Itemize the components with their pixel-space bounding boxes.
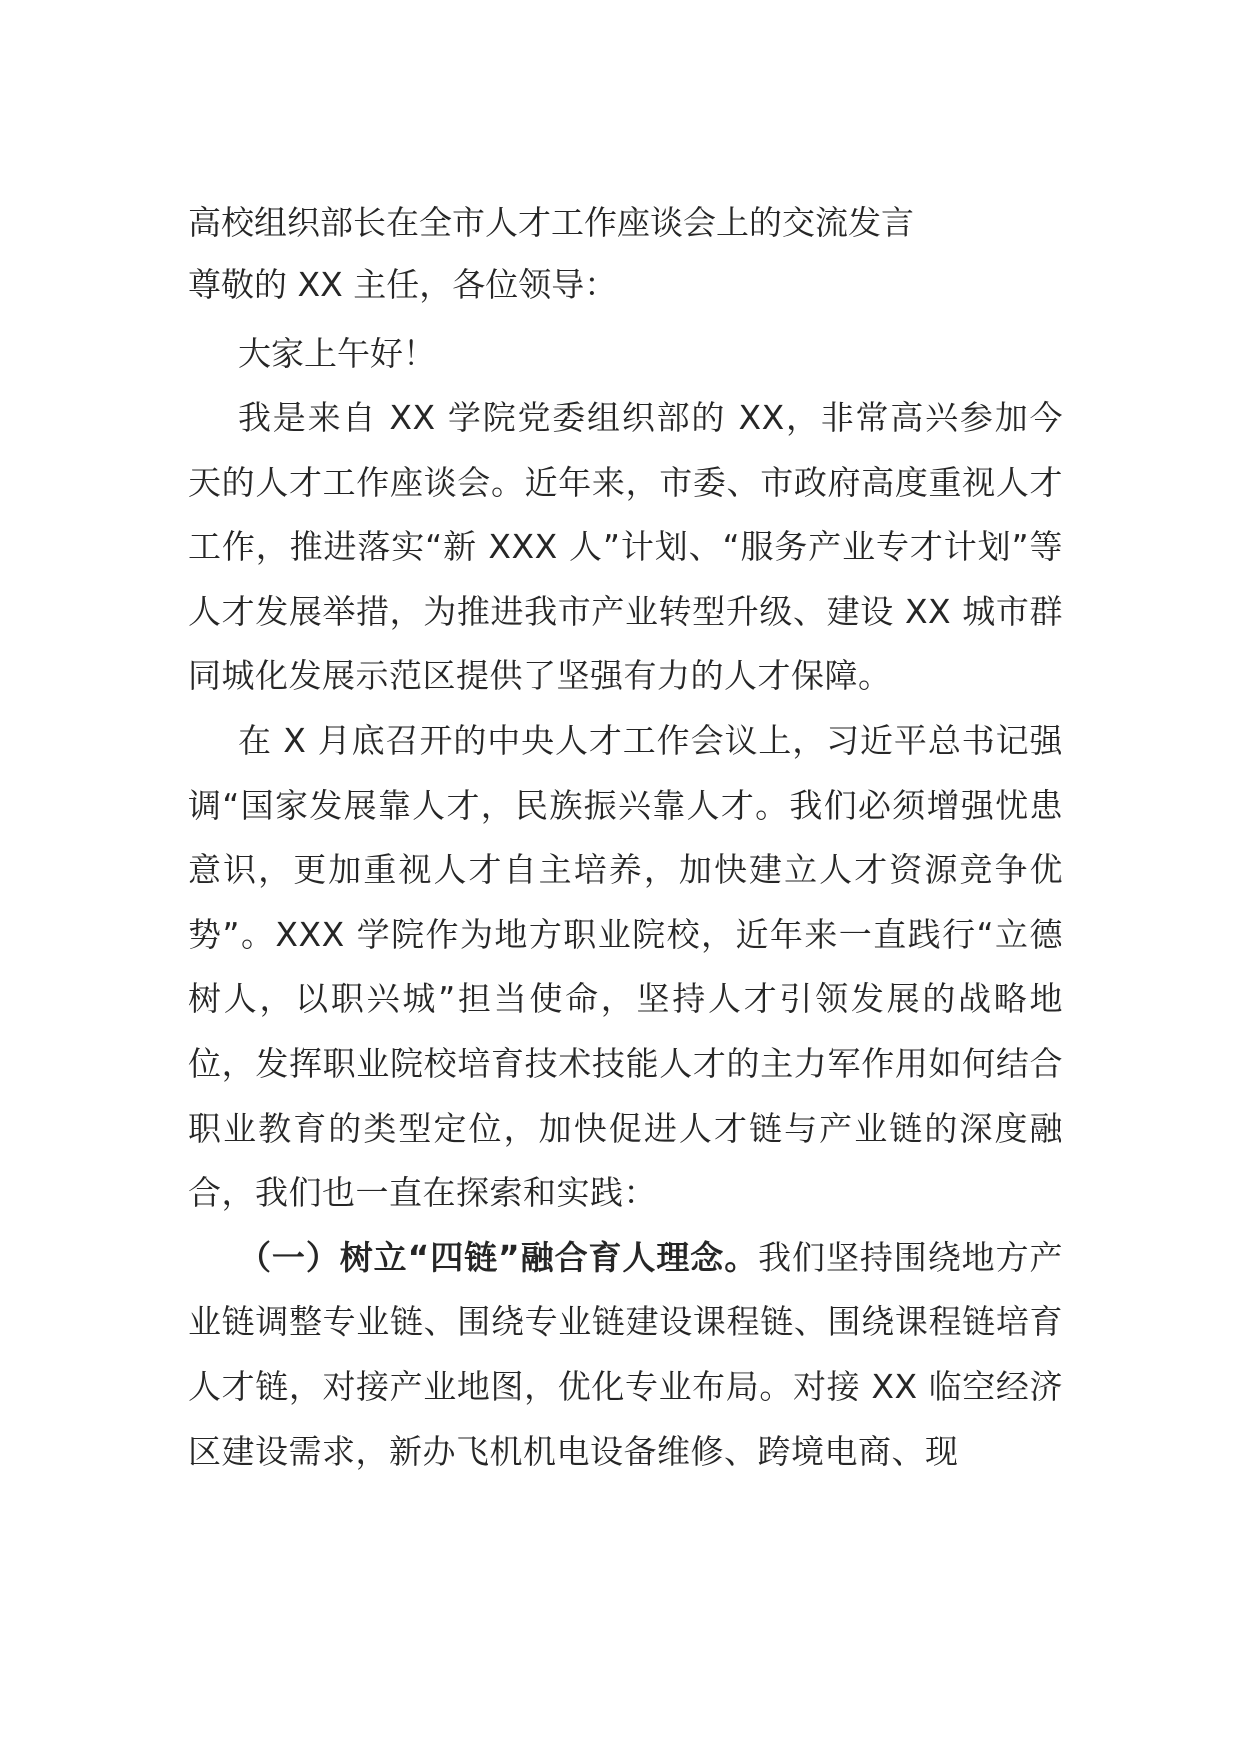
document-body <box>188 198 1063 1484</box>
section-1-body: 我们坚持围绕地方产业链调整专业链、围绕专业链建设课程链、围绕课程链培育人才链，对接产业地图，优化专业布局。对接 XX 临空经济区建设需求，新办飞机机电设备维修、跨境电商、现 <box>188 1237 1063 1471</box>
salutation: 尊敬的 XX 主任，各位领导： <box>188 265 618 304</box>
greeting: 大家上午好！ <box>238 334 436 373</box>
section-1-heading: （一）树立“四链”融合育人理念。 <box>238 1237 759 1277</box>
paragraph-central-conference: 在 X 月底召开的中央人才工作会议上，习近平总书记强调“国家发展靠人才，民族振兴靠人才。我们必须增强忧患意识，更加重视人才自主培养，加快建立人才资源竞争优势”。XXX 学院作为地方职业院校，近年来一直践行“立德树人，以职兴城”担当使命，坚持人才引领发展的战略地位，发挥职业院校培育技术技能人才的主力军作用如何结合职业教育的类型定位，加快促进人才链与产业链的深度融合，我们也一直在探索和实践： <box>188 720 1063 1213</box>
section-1-paragraph <box>188 1226 1063 1484</box>
paragraph-intro: 我是来自 XX 学院党委组织部的 XX，非常高兴参加今天的人才工作座谈会。近年来，市委、市政府高度重视人才工作，推进落实“新 XXX 人”计划、“服务产业专才计划”等人才发展举措，为推进我市产业转型升级、建设 XX 城市群同城化发展示范区提供了坚强有力的人才保障。 <box>188 398 1063 696</box>
document-title: 高校组织部长在全市人才工作座谈会上的交流发言 <box>188 203 914 242</box>
